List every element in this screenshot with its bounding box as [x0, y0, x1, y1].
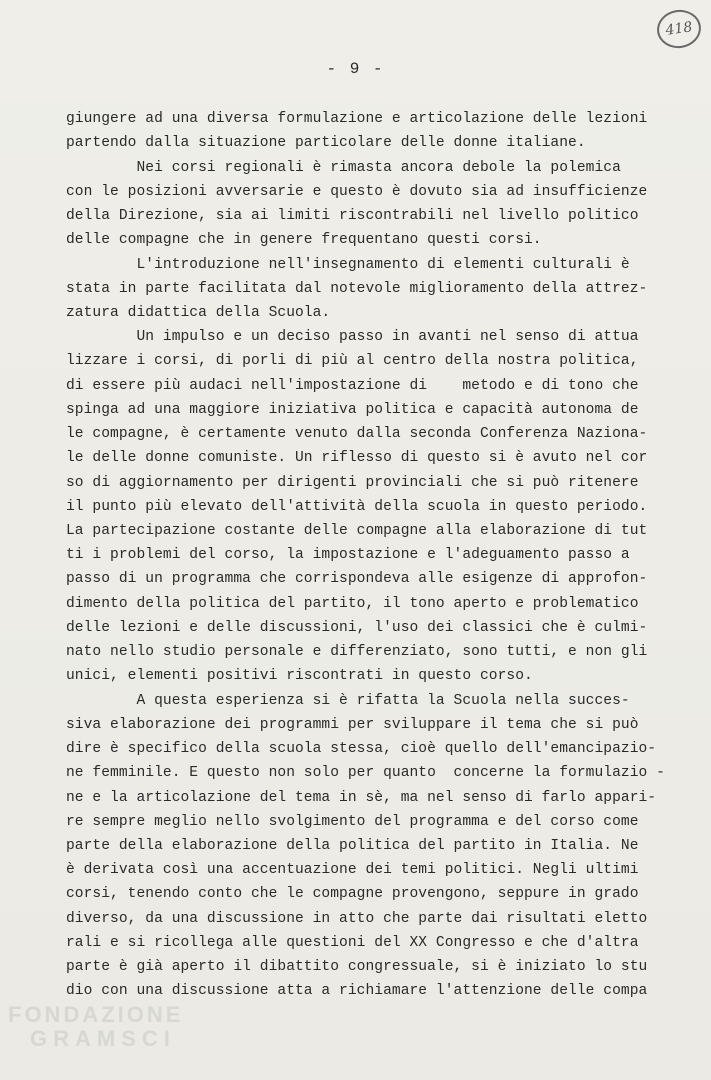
text-line: dire è specifico della scuola stessa, cioè quello dell'emancipazio- — [66, 741, 657, 757]
text-line: dimento della politica del partito, il tono aperto e problematico — [66, 596, 639, 612]
text-line: A questa esperienza si è rifatta la Scuola nella succes- — [66, 693, 630, 709]
text-line: zatura didattica della Scuola. — [66, 305, 331, 321]
text-line: le delle donne comuniste. Un riflesso di questo si è avuto nel cor — [66, 450, 648, 466]
text-line: parte della elaborazione della politica del partito in Italia. Ne — [66, 838, 639, 854]
page-number: - 9 - — [326, 60, 385, 78]
text-line: ne femminile. E questo non solo per quanto concerne la formulazio - — [66, 765, 665, 781]
text-line: corsi, tenendo conto che le compagne provengono, seppure in grado — [66, 886, 639, 902]
text-line: passo di un programma che corrispondeva alle esigenze di approfon- — [66, 571, 648, 587]
text-line: giungere ad una diversa formulazione e articolazione delle lezioni — [66, 111, 648, 127]
text-line: spinga ad una maggiore iniziativa politica e capacità autonoma de — [66, 402, 639, 418]
text-line: L'introduzione nell'insegnamento di elementi culturali è — [66, 257, 630, 273]
text-line: Nei corsi regionali è rimasta ancora debole la polemica — [66, 160, 621, 176]
text-line: delle compagne che in genere frequentano questi corsi. — [66, 232, 542, 248]
text-line: è derivata così una accentuazione dei temi politici. Negli ultimi — [66, 862, 639, 878]
watermark — [8, 1003, 183, 1051]
text-line: le compagne, è certamente venuto dalla seconda Conferenza Naziona- — [66, 426, 648, 442]
text-line: diverso, da una discussione in atto che parte dai risultati eletto — [66, 911, 648, 927]
text-line: so di aggiornamento per dirigenti provinciali che si può ritenere — [66, 475, 639, 491]
archive-stamp: 418 — [655, 7, 704, 51]
text-line: il punto più elevato dell'attività della scuola in questo periodo. — [66, 499, 648, 515]
text-line: della Direzione, sia ai limiti riscontrabili nel livello politico — [66, 208, 639, 224]
text-line: La partecipazione costante delle compagne alla elaborazione di tut — [66, 523, 648, 539]
text-line: delle lezioni e delle discussioni, l'uso dei classici che è culmi- — [66, 620, 648, 636]
text-line: unici, elementi positivi riscontrati in questo corso. — [66, 668, 533, 684]
text-line: nato nello studio personale e differenziato, sono tutti, e non gli — [66, 644, 648, 660]
text-line: stata in parte facilitata dal notevole miglioramento della attrez- — [66, 281, 648, 297]
text-line: ti i problemi del corso, la impostazione e l'adeguamento passo a — [66, 547, 630, 563]
text-line: parte è già aperto il dibattito congressuale, si è iniziato lo stu — [66, 959, 648, 975]
text-line: dio con una discussione atta a richiamare l'attenzione delle compa — [66, 983, 648, 999]
text-line: di essere più audaci nell'impostazione di metodo e di tono che — [66, 378, 639, 394]
text-line: Un impulso e un deciso passo in avanti nel senso di attua — [66, 329, 639, 345]
text-line: partendo dalla situazione particolare delle donne italiane. — [66, 135, 586, 151]
watermark-line-1: FONDAZIONE — [8, 1002, 184, 1027]
text-line: con le posizioni avversarie e questo è dovuto sia ad insufficienze — [66, 184, 648, 200]
text-line: lizzare i corsi, di porli di più al centro della nostra politica, — [66, 353, 639, 369]
text-line: rali e si ricollega alle questioni del XX Congresso e che d'altra — [66, 935, 639, 951]
text-line: siva elaborazione dei programmi per sviluppare il tema che si può — [66, 717, 639, 733]
text-line: re sempre meglio nello svolgimento del programma e del corso come — [66, 814, 639, 830]
watermark-line-2: GRAMSCI — [30, 1026, 176, 1051]
text-line: ne e la articolazione del tema in sè, ma nel senso di farlo appari- — [66, 790, 657, 806]
